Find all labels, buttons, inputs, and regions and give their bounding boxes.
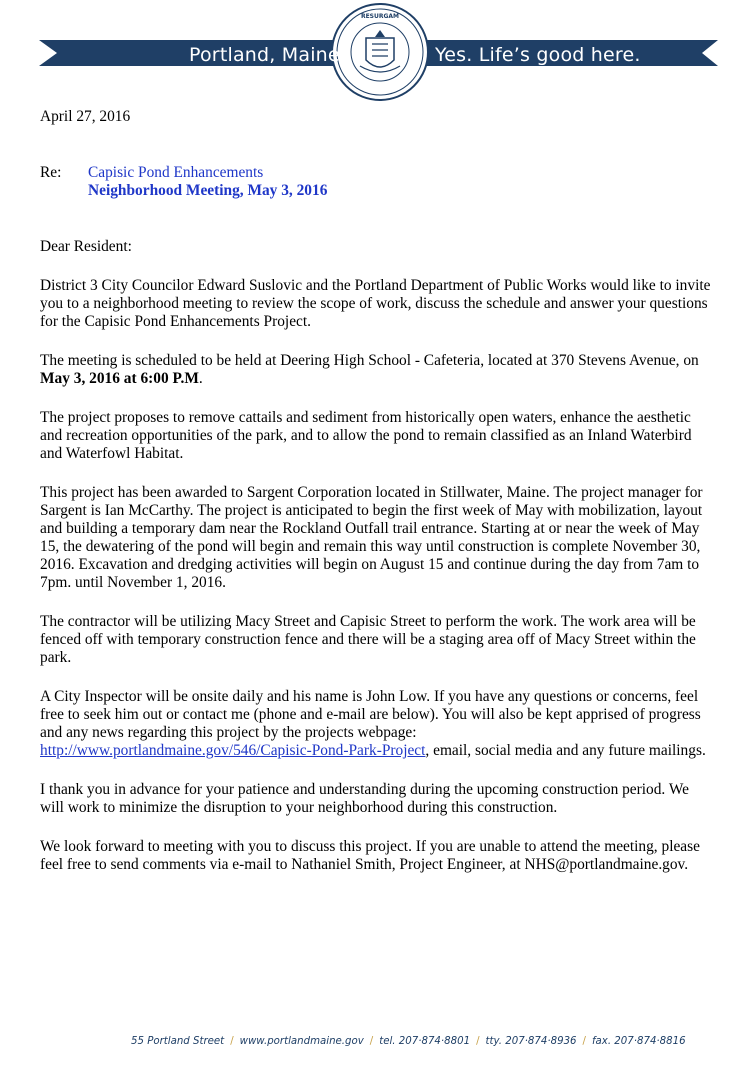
meeting-datetime: May 3, 2016 at 6:00 P.M xyxy=(40,370,199,387)
footer-separator: / xyxy=(582,1036,586,1047)
letterhead-footer xyxy=(131,1036,731,1047)
paragraph-closing: We look forward to meeting with you to discuss this project. If you are unable to attend the meeting, please feel free to send comments via e-mail to Nathaniel Smith, Project Engineer, at NHS@portlandmaine.gov. xyxy=(40,838,700,873)
meeting-location-text: The meeting is scheduled to be held at Deering High School - Cafeteria, located at 370 Stevens Avenue, on xyxy=(40,352,699,369)
re-meeting: Neighborhood Meeting, May 3, 2016 xyxy=(88,182,328,199)
project-webpage-link[interactable]: http://www.portlandmaine.gov/546/Capisic-Pond-Park-Project xyxy=(40,742,426,759)
paragraph-proposal: The project proposes to remove cattails and sediment from historically open waters, enhance the aesthetic and recreation opportunities of the park, and to allow the pond to remain classified as an Inland Waterbird and Waterfowl Habitat. xyxy=(40,409,692,462)
re-block xyxy=(40,164,716,200)
paragraph-inspector xyxy=(40,688,716,760)
letter-date: April 27, 2016 xyxy=(40,108,131,125)
footer-tel: tel. 207·874·8801 xyxy=(379,1036,471,1047)
letter-body xyxy=(40,108,716,874)
city-seal-icon xyxy=(332,4,428,100)
footer-website: www.portlandmaine.gov xyxy=(239,1036,364,1047)
re-lines xyxy=(88,164,327,200)
paragraph-meeting xyxy=(40,352,716,388)
inspector-text: A City Inspector will be onsite daily and his name is John Low. If you have any questions or concerns, feel free to seek him out or contact me (phone and e-mail are below). You will also be kept apprised of progress and any news regarding this project by the projects webpage: xyxy=(40,688,701,741)
seal-motto: RESURGAM xyxy=(360,13,400,20)
city-name: Portland, Maine xyxy=(189,44,340,66)
footer-separator: / xyxy=(230,1036,234,1047)
letterhead-banner xyxy=(0,0,746,110)
paragraph-intro: District 3 City Councilor Edward Suslovic and the Portland Department of Public Works would like to invite you to a neighborhood meeting to review the scope of work, discuss the schedule and answer your questions for the Capisic Pond Enhancements Project. xyxy=(40,277,711,330)
footer-address: 55 Portland Street xyxy=(131,1036,225,1047)
footer-separator: / xyxy=(369,1036,374,1047)
meeting-period: . xyxy=(198,370,203,387)
footer-fax: fax. 207·874·8816 xyxy=(591,1036,686,1047)
city-slogan: Yes. Life’s good here. xyxy=(435,44,641,66)
paragraph-work-area: The contractor will be utilizing Macy Street and Capisic Street to perform the work. The work area will be fenced off with temporary construction fence and there will be a staging area off of Macy Street within the park. xyxy=(40,613,696,666)
paragraph-contractor: This project has been awarded to Sargent Corporation located in Stillwater, Maine. The project manager for Sargent is Ian McCarthy. The project is anticipated to begin the first week of May with mobilization, layout and building a temporary dam near the Rockland Outfall trail entrance. Starting at or near the week of May 15, the dewatering of the pond will begin and remain this way until construction is complete November 30, 2016. Excavation and dredging activities will begin on August 15 and continue during the day from 7am to 7pm. until November 1, 2016. xyxy=(40,484,703,591)
footer-separator: / xyxy=(476,1036,480,1047)
footer-tty: tty. 207·874·8936 xyxy=(485,1036,577,1047)
salutation: Dear Resident: xyxy=(40,238,132,255)
paragraph-thanks: I thank you in advance for your patience and understanding during the upcoming construction period. We will work to minimize the disruption to your neighborhood during this construction. xyxy=(40,781,689,816)
inspector-text-end: , email, social media and any future mailings. xyxy=(425,742,706,759)
re-label: Re: xyxy=(40,164,62,181)
re-subject: Capisic Pond Enhancements xyxy=(88,164,264,181)
